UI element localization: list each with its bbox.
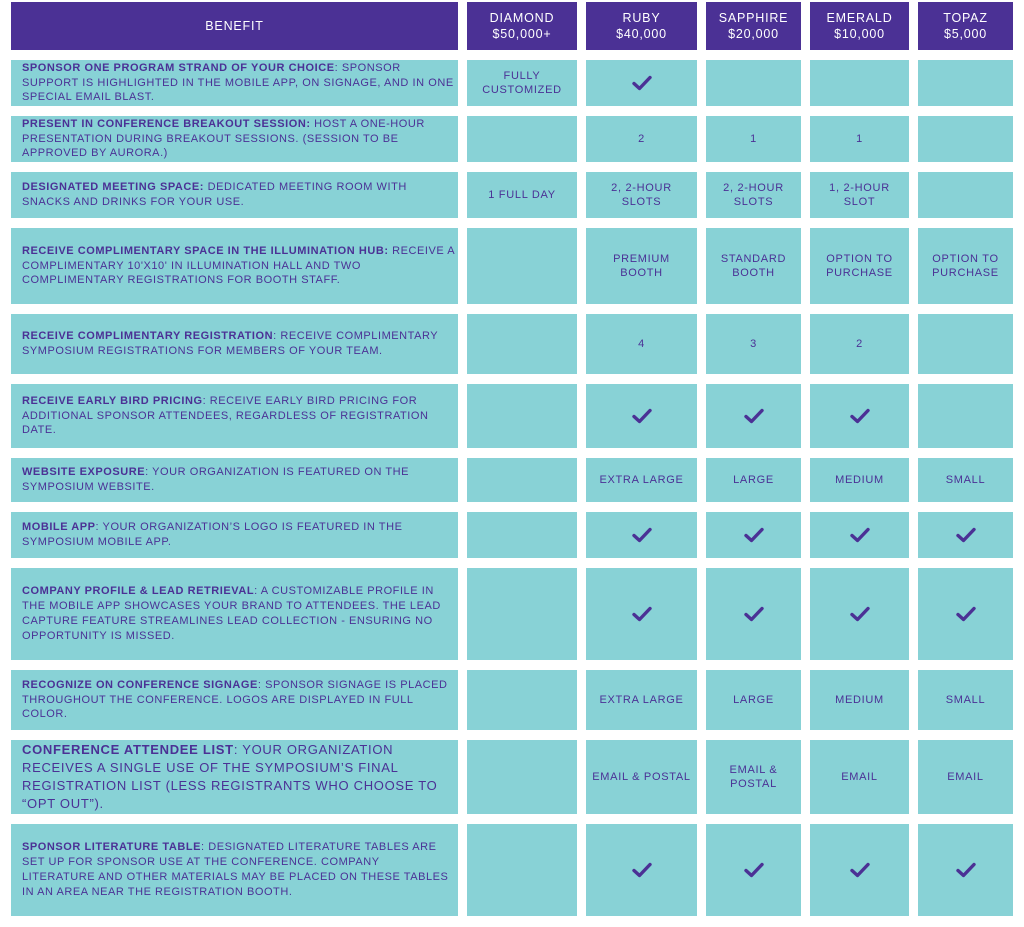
benefit-cell (11, 116, 458, 162)
tier-cell-emerald (810, 670, 909, 730)
benefit-title: RECEIVE COMPLIMENTARY SPACE IN THE ILLUMINATION HUB: (22, 244, 389, 257)
tier-value: SMALL (945, 473, 986, 486)
tier-value: PREMIUM BOOTH (613, 252, 670, 279)
benefit-description: HOST A ONE-HOUR PRESENTATION DURING BREAKOUT SESSIONS. (SESSION TO BE APPROVED BY AURORA.) (22, 117, 425, 160)
header-benefit-label: BENEFIT (205, 19, 264, 33)
benefit-text (22, 584, 456, 643)
benefit-description: : SPONSOR SIGNAGE IS PLACED THROUGHOUT THE CONFERENCE. LOGOS ARE DISPLAYED IN FULL COLOR. (22, 678, 448, 721)
tier-cell-ruby (586, 740, 697, 814)
benefit-description: : A CUSTOMIZABLE PROFILE IN THE MOBILE APP SHOWCASES YOUR BRAND TO ATTENDEES. THE LEAD CAPTURE FEATURE STREAMLINES LEAD COLLECTION - ENSURING NO OPPORTUNITY IS MISSED. (22, 585, 441, 642)
benefit-title: RECEIVE EARLY BIRD PRICING (22, 394, 203, 407)
tier-cell-ruby (586, 384, 697, 448)
tier-cell-ruby (586, 116, 697, 162)
benefit-text (22, 678, 456, 722)
tier-cell-sapphire (706, 60, 801, 106)
tier-cell-sapphire (706, 314, 801, 374)
benefit-text (22, 117, 456, 161)
benefit-cell (11, 228, 458, 304)
tier-cell-topaz (918, 314, 1013, 374)
tier-cell-diamond (467, 116, 577, 162)
check-icon (743, 606, 765, 622)
tier-value: 1, 2-HOUR SLOT (829, 181, 890, 208)
benefit-text (22, 61, 456, 105)
benefit-title: MOBILE APP (22, 521, 96, 534)
tier-cell-topaz (918, 740, 1013, 814)
benefit-description: RECEIVE A COMPLIMENTARY 10'X10' IN ILLUMINATION HALL AND TWO COMPLIMENTARY REGISTRATIONS FOR BOOTH STAFF. (22, 244, 455, 287)
benefit-text (22, 741, 456, 813)
tier-cell-emerald (810, 824, 909, 916)
tier-value: EMAIL (841, 770, 878, 783)
benefit-description: : DESIGNATED LITERATURE TABLES ARE SET UP FOR SPONSOR USE AT THE CONFERENCE. COMPANY LITERATURE AND OTHER MATERIALS MAY BE PLACED ON THESE TABLES IN AN AREA NEAR THE REGISTRATION BOOTH. (22, 841, 449, 898)
benefit-cell (11, 740, 458, 814)
tier-cell-sapphire (706, 670, 801, 730)
tier-cell-topaz (918, 228, 1013, 304)
check-icon (743, 408, 765, 424)
benefit-text (22, 520, 456, 550)
tier-cell-topaz (918, 384, 1013, 448)
benefit-description: : YOUR ORGANIZATION’S LOGO IS FEATURED IN THE SYMPOSIUM MOBILE APP. (22, 521, 403, 548)
check-icon (631, 862, 653, 878)
check-icon (849, 527, 871, 543)
tier-value: MEDIUM (835, 473, 884, 486)
tier-value: LARGE (733, 473, 774, 486)
check-icon (955, 606, 977, 622)
benefit-title: DESIGNATED MEETING SPACE: (22, 181, 205, 194)
tier-value: 2 (856, 337, 863, 350)
tier-cell-diamond (467, 458, 577, 502)
tier-cell-ruby (586, 314, 697, 374)
check-icon (849, 606, 871, 622)
tier-name: EMERALD (826, 11, 893, 25)
tier-value: EMAIL & POSTAL (729, 763, 778, 790)
tier-price: $20,000 (728, 27, 779, 41)
tier-cell-ruby (586, 512, 697, 558)
tier-cell-diamond (467, 384, 577, 448)
tier-cell-sapphire (706, 740, 801, 814)
tier-cell-topaz (918, 60, 1013, 106)
benefit-title: PRESENT IN CONFERENCE BREAKOUT SESSION: (22, 117, 311, 130)
tier-value: OPTION TO PURCHASE (932, 252, 999, 279)
tier-value: EXTRA LARGE (599, 473, 684, 486)
tier-name: RUBY (622, 11, 661, 25)
tier-cell-emerald (810, 228, 909, 304)
benefit-text (22, 180, 456, 210)
benefit-cell (11, 824, 458, 916)
tier-price: $5,000 (943, 27, 988, 41)
tier-value: 2, 2-HOUR SLOTS (611, 181, 672, 208)
tier-value: 3 (750, 337, 757, 350)
tier-cell-diamond (467, 314, 577, 374)
benefit-title: RECEIVE COMPLIMENTARY REGISTRATION (22, 330, 274, 343)
tier-price: $50,000+ (492, 27, 552, 41)
benefit-title: COMPANY PROFILE & LEAD RETRIEVAL (22, 585, 255, 598)
tier-cell-diamond (467, 740, 577, 814)
check-icon (631, 527, 653, 543)
tier-cell-diamond (467, 512, 577, 558)
tier-value: 2, 2-HOUR SLOTS (723, 181, 784, 208)
check-icon (631, 408, 653, 424)
benefit-cell (11, 60, 458, 106)
tier-cell-emerald (810, 172, 909, 218)
benefit-title: SPONSOR ONE PROGRAM STRAND OF YOUR CHOICE (22, 61, 335, 74)
tier-price: $40,000 (616, 27, 667, 41)
benefit-cell (11, 314, 458, 374)
tier-cell-emerald (810, 458, 909, 502)
header-tier-ruby (586, 2, 697, 50)
tier-cell-emerald (810, 60, 909, 106)
tier-cell-diamond (467, 824, 577, 916)
check-icon (955, 527, 977, 543)
tier-cell-sapphire (706, 228, 801, 304)
tier-cell-topaz (918, 172, 1013, 218)
tier-value: EMAIL (947, 770, 984, 783)
check-icon (743, 527, 765, 543)
tier-value: OPTION TO PURCHASE (826, 252, 893, 279)
tier-cell-topaz (918, 116, 1013, 162)
check-icon (955, 862, 977, 878)
benefit-description: : YOUR ORGANIZATION RECEIVES A SINGLE USE OF THE SYMPOSIUM’S FINAL REGISTRATION LIST (LESS REGISTRANTS WHO CHOOSE TO “OPT OUT”). (22, 742, 438, 811)
tier-cell-ruby (586, 60, 697, 106)
tier-cell-diamond (467, 568, 577, 660)
benefit-description: : YOUR ORGANIZATION IS FEATURED ON THE SYMPOSIUM WEBSITE. (22, 466, 410, 493)
tier-cell-emerald (810, 740, 909, 814)
tier-cell-topaz (918, 568, 1013, 660)
check-icon (849, 408, 871, 424)
benefit-cell (11, 512, 458, 558)
benefit-description: : SPONSOR SUPPORT IS HIGHLIGHTED IN THE MOBILE APP, ON SIGNAGE, AND IN ONE SPECIAL EMAIL BLAST. (22, 61, 454, 104)
tier-cell-ruby (586, 458, 697, 502)
tier-cell-sapphire (706, 384, 801, 448)
benefit-text (22, 244, 456, 288)
benefit-title: WEBSITE EXPOSURE (22, 466, 146, 479)
tier-price: $10,000 (834, 27, 885, 41)
benefit-text (22, 394, 456, 438)
tier-cell-emerald (810, 116, 909, 162)
benefit-description: : RECEIVE EARLY BIRD PRICING FOR ADDITIONAL SPONSOR ATTENDEES, REGARDLESS OF REGISTRATION DATE. (22, 394, 429, 437)
benefit-description: DEDICATED MEETING ROOM WITH SNACKS AND DRINKS FOR YOUR USE. (22, 181, 407, 208)
check-icon (631, 75, 653, 91)
header-tier-sapphire (706, 2, 801, 50)
benefit-cell (11, 172, 458, 218)
tier-value: STANDARD BOOTH (720, 252, 787, 279)
tier-value: MEDIUM (835, 693, 884, 706)
benefit-title: SPONSOR LITERATURE TABLE (22, 841, 202, 854)
check-icon (743, 862, 765, 878)
tier-value: 1 (750, 132, 757, 145)
benefit-cell (11, 458, 458, 502)
benefit-cell (11, 568, 458, 660)
benefit-text (22, 840, 456, 899)
benefit-title: CONFERENCE ATTENDEE LIST (22, 742, 234, 757)
benefit-cell (11, 384, 458, 448)
tier-cell-diamond (467, 60, 577, 106)
tier-cell-sapphire (706, 568, 801, 660)
tier-cell-emerald (810, 512, 909, 558)
tier-cell-sapphire (706, 172, 801, 218)
tier-cell-topaz (918, 824, 1013, 916)
benefit-cell (11, 670, 458, 730)
tier-value: 1 (856, 132, 863, 145)
tier-value: 2 (638, 132, 645, 145)
tier-cell-sapphire (706, 824, 801, 916)
tier-cell-topaz (918, 458, 1013, 502)
tier-name: SAPPHIRE (718, 11, 789, 25)
tier-cell-ruby (586, 670, 697, 730)
benefit-text (22, 329, 456, 359)
tier-cell-emerald (810, 568, 909, 660)
tier-cell-ruby (586, 172, 697, 218)
header-benefit (11, 2, 458, 50)
tier-cell-diamond (467, 228, 577, 304)
tier-cell-sapphire (706, 116, 801, 162)
tier-value: 1 FULL DAY (488, 188, 556, 201)
check-icon (849, 862, 871, 878)
tier-cell-topaz (918, 670, 1013, 730)
benefit-title: RECOGNIZE ON CONFERENCE SIGNAGE (22, 678, 258, 691)
tier-cell-ruby (586, 568, 697, 660)
tier-cell-emerald (810, 384, 909, 448)
tier-cell-diamond (467, 172, 577, 218)
tier-cell-diamond (467, 670, 577, 730)
tier-cell-sapphire (706, 458, 801, 502)
tier-value: EMAIL & POSTAL (592, 770, 691, 783)
tier-cell-topaz (918, 512, 1013, 558)
tier-cell-sapphire (706, 512, 801, 558)
tier-value: SMALL (945, 693, 986, 706)
header-tier-diamond (467, 2, 577, 50)
tier-value: FULLY CUSTOMIZED (482, 69, 562, 96)
check-icon (631, 606, 653, 622)
tier-value: EXTRA LARGE (599, 693, 684, 706)
tier-value: 4 (638, 337, 645, 350)
tier-value: LARGE (733, 693, 774, 706)
tier-cell-ruby (586, 824, 697, 916)
tier-name: DIAMOND (489, 11, 555, 25)
tier-cell-ruby (586, 228, 697, 304)
header-tier-emerald (810, 2, 909, 50)
tier-cell-emerald (810, 314, 909, 374)
header-tier-topaz (918, 2, 1013, 50)
benefit-description: : RECEIVE COMPLIMENTARY SYMPOSIUM REGISTRATIONS FOR MEMBERS OF YOUR TEAM. (22, 330, 438, 357)
tier-name: TOPAZ (943, 11, 988, 25)
benefit-text (22, 465, 456, 495)
